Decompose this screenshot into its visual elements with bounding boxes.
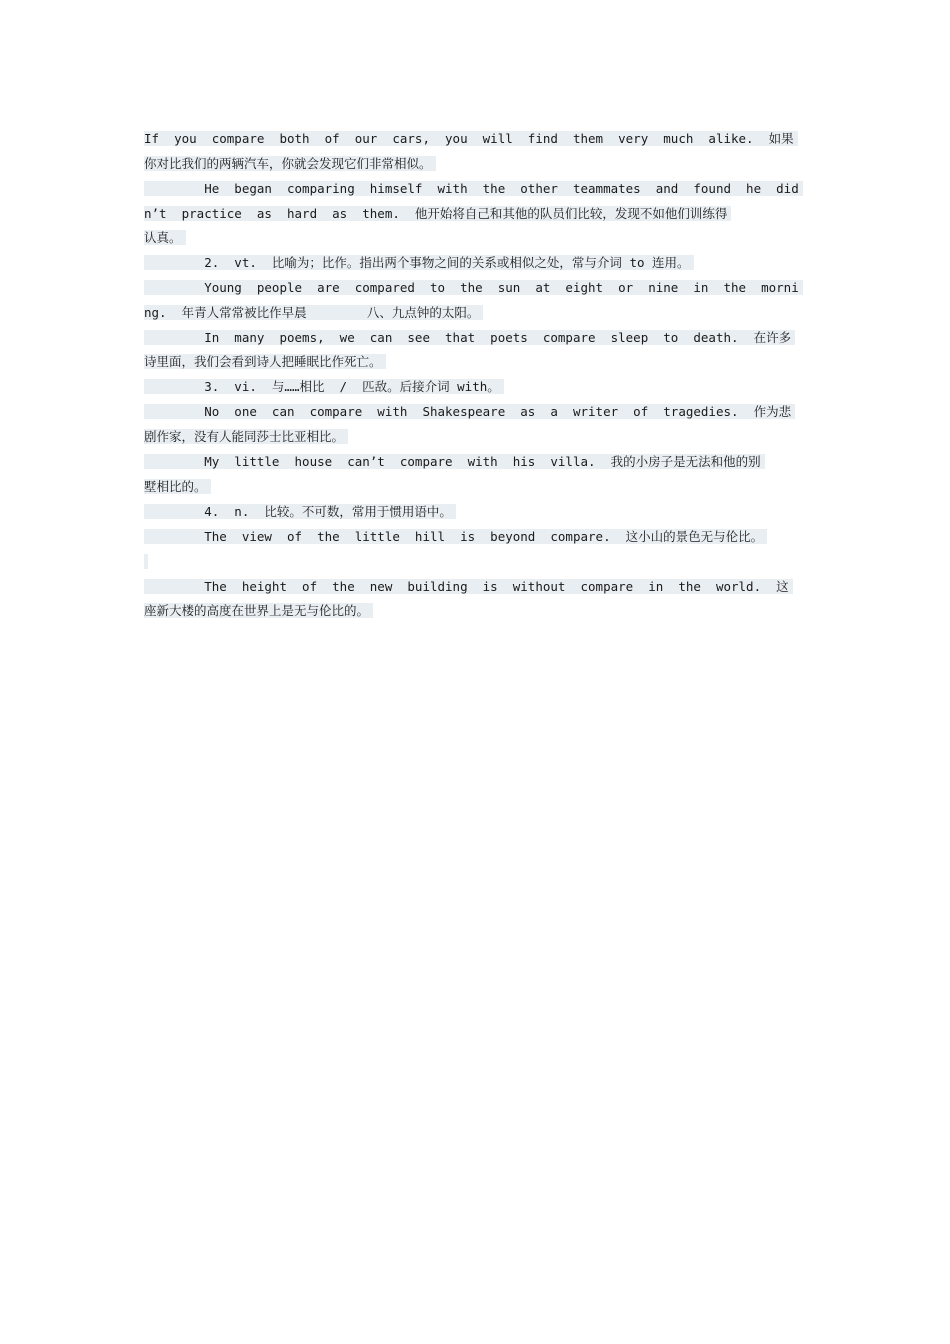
- text-line: [144, 130, 798, 147]
- text-line: [144, 528, 767, 545]
- text-line: [144, 254, 694, 271]
- line-text: 3. vi. 与……相比 / 匹敌。后接介词 with。: [144, 379, 504, 394]
- line-text: In many poems, we can see that poets compare sleep to death. 在许多: [144, 330, 795, 345]
- line-text: No one can compare with Shakespeare as a writer of tragedies. 作为悲: [144, 404, 795, 419]
- text-line: [144, 329, 795, 346]
- text-line: [144, 578, 793, 595]
- text-line: [144, 279, 803, 296]
- line-text: 认真。: [144, 230, 186, 245]
- line-text: He began comparing himself with the other teammates and found he did: [144, 181, 803, 196]
- line-text: 剧作家，没有人能同莎士比亚相比。: [144, 429, 348, 444]
- text-line: [144, 229, 186, 246]
- line-text: 4. n. 比较。不可数，常用于惯用语中。: [144, 504, 456, 519]
- text-line: [144, 478, 211, 495]
- text-line: [144, 353, 386, 370]
- line-text: 你对比我们的两辆汽车，你就会发现它们非常相似。: [144, 156, 436, 171]
- text-line: [144, 453, 765, 470]
- text-line: [144, 205, 731, 222]
- line-text: ng. 年青人常常被比作早晨 八、九点钟的太阳。: [144, 305, 483, 320]
- text-line: [144, 403, 795, 420]
- text-line: [144, 428, 348, 445]
- line-text: The view of the little hill is beyond compare. 这小山的景色无与伦比。: [144, 529, 767, 544]
- text-line: [144, 180, 803, 197]
- line-text: 座新大楼的高度在世界上是无与伦比的。: [144, 603, 373, 618]
- line-text: My little house can’t compare with his villa. 我的小房子是无法和他的别: [144, 454, 765, 469]
- text-line: [144, 503, 456, 520]
- text-line: [144, 553, 148, 570]
- text-line: [144, 304, 483, 321]
- line-text: 2. vt. 比喻为；比作。指出两个事物之间的关系或相似之处，常与介词 to 连用。: [144, 255, 694, 270]
- line-text: 墅相比的。: [144, 479, 211, 494]
- text-line: [144, 378, 504, 395]
- text-line: [144, 155, 436, 172]
- line-text: Young people are compared to the sun at eight or nine in the morni: [144, 280, 803, 295]
- line-text: 诗里面，我们会看到诗人把睡眠比作死亡。: [144, 354, 386, 369]
- text-line: [144, 602, 373, 619]
- line-text: [144, 554, 148, 569]
- line-text: n’t practice as hard as them. 他开始将自己和其他的队员们比较，发现不如他们训练得: [144, 206, 731, 221]
- line-text: The height of the new building is without compare in the world. 这: [144, 579, 793, 594]
- line-text: If you compare both of our cars, you will find them very much alike. 如果: [144, 131, 798, 146]
